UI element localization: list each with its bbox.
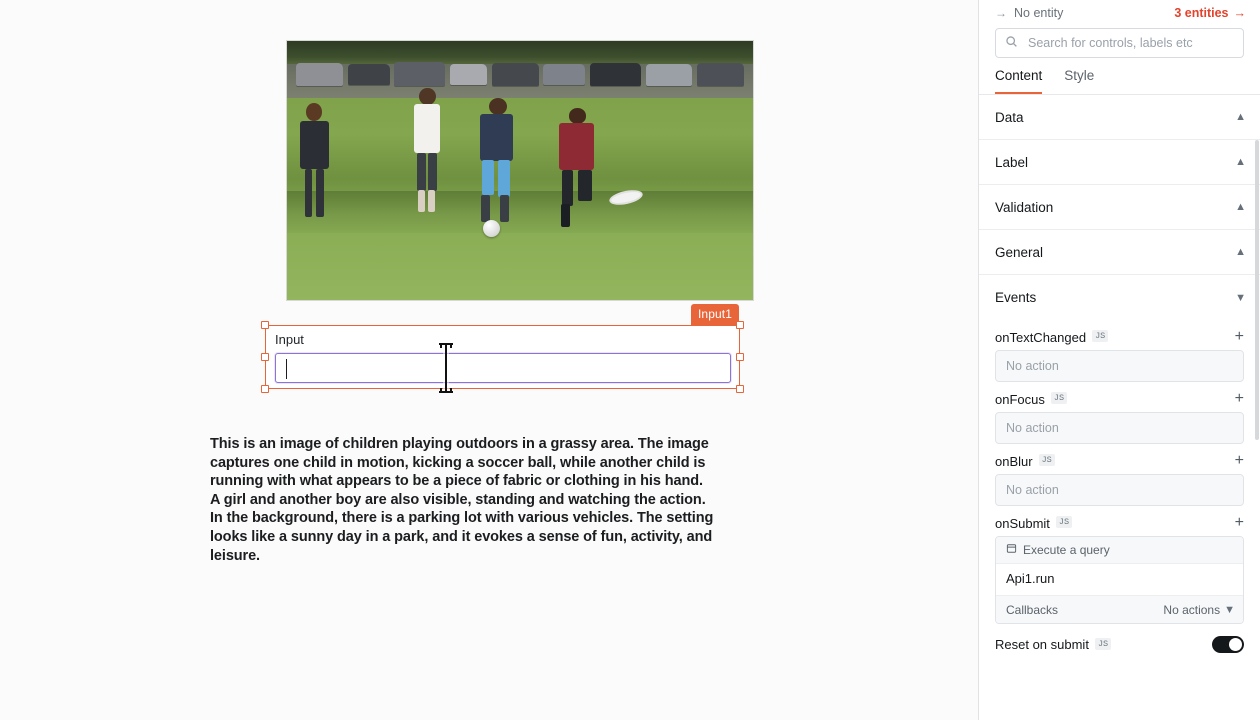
desc-line: A girl and another boy are also visible, standing and watching the action. <box>210 491 706 508</box>
events-body <box>979 320 1260 653</box>
pane-scrollbar[interactable] <box>1255 140 1259 440</box>
input-widget-label: Input <box>275 332 304 347</box>
action-card-header-label: Execute a query <box>1023 543 1110 557</box>
query-icon <box>1006 543 1017 557</box>
pane-tabs <box>979 58 1260 95</box>
property-pane <box>978 0 1260 720</box>
text-input-field[interactable] <box>275 353 731 383</box>
search-wrapper <box>979 26 1260 58</box>
callbacks-label: Callbacks <box>1006 602 1059 617</box>
desc-line: looks like a sunny day in a park, and it evokes a sense of fun, activity, and <box>210 528 713 545</box>
tab-style[interactable]: Style <box>1064 68 1095 83</box>
callbacks-value: No actions <box>1163 602 1221 617</box>
search-input[interactable] <box>1026 35 1234 51</box>
property-pane-scroll[interactable] <box>979 0 1260 720</box>
photo-parking-lot <box>287 49 753 101</box>
entities-count-label: 3 entities <box>1174 6 1229 20</box>
action-card-body: Api1.run <box>1006 571 1055 586</box>
text-caret <box>286 359 287 379</box>
section-events[interactable] <box>979 275 1260 320</box>
section-validation-label: Validation <box>995 199 1054 215</box>
entity-bar <box>979 0 1260 26</box>
add-action-button[interactable]: + <box>1234 390 1244 407</box>
resize-handle-e[interactable] <box>736 353 744 361</box>
desc-line: leisure. <box>210 547 260 564</box>
entities-count-group[interactable] <box>1174 6 1246 20</box>
event-name-label: onBlur <box>995 453 1033 469</box>
js-badge-icon: JS <box>1095 638 1111 650</box>
js-badge-icon: JS <box>1039 454 1055 466</box>
reset-on-submit-row <box>995 624 1244 653</box>
event-row-onblur <box>995 444 1244 474</box>
widget-name-badge[interactable]: Input1 <box>691 304 739 325</box>
chevron-up-icon: ▲ <box>1235 201 1246 213</box>
event-action-onfocus[interactable]: No action <box>995 412 1244 444</box>
event-name-group <box>995 516 1072 531</box>
event-action-onblur[interactable]: No action <box>995 474 1244 506</box>
event-name-group <box>995 454 1055 469</box>
chevron-up-icon: ▲ <box>1235 156 1246 168</box>
event-name-group <box>995 330 1108 345</box>
event-action-ontextchanged[interactable]: No action <box>995 350 1244 382</box>
arrow-right-icon: → <box>995 6 1007 20</box>
section-general[interactable] <box>979 230 1260 275</box>
desc-line: This is an image of children playing outdoors in a grassy area. The image <box>210 436 709 452</box>
resize-handle-sw[interactable] <box>261 385 269 393</box>
section-label-label: Label <box>995 154 1029 170</box>
event-name-label: onTextChanged <box>995 329 1087 345</box>
input-widget[interactable] <box>265 325 740 389</box>
photo-child-running <box>473 98 524 222</box>
section-data[interactable] <box>979 95 1260 140</box>
chevron-up-icon: ▲ <box>1235 246 1246 258</box>
image-description-text <box>210 435 790 565</box>
section-general-label: General <box>995 244 1044 260</box>
chevron-down-icon: ▼ <box>1235 291 1246 304</box>
action-card-callbacks[interactable] <box>996 595 1243 623</box>
chevron-down-icon: ▼ <box>1224 603 1235 616</box>
desc-line: In the background, there is a parking lot with various vehicles. The setting <box>210 510 714 527</box>
event-row-onsubmit <box>995 506 1244 536</box>
section-data-label: Data <box>995 109 1024 125</box>
resize-handle-se[interactable] <box>736 385 744 393</box>
tab-content[interactable]: Content <box>995 68 1042 94</box>
image-widget[interactable] <box>286 40 754 301</box>
callbacks-value-group[interactable] <box>1163 603 1235 617</box>
photo-child-standing-left <box>296 103 338 217</box>
resize-handle-nw[interactable] <box>261 321 269 329</box>
photo-child-kicking <box>553 108 604 227</box>
action-card-header <box>996 537 1243 564</box>
resize-handle-w[interactable] <box>261 353 269 361</box>
no-entity-group[interactable] <box>995 6 1063 20</box>
resize-handle-ne[interactable] <box>736 321 744 329</box>
event-action-onsubmit-card[interactable] <box>995 536 1244 624</box>
add-action-button[interactable]: + <box>1234 328 1244 345</box>
reset-on-submit-label: Reset on submit <box>995 637 1089 652</box>
reset-on-submit-toggle[interactable] <box>1212 636 1244 653</box>
photo-child-girl <box>408 88 450 212</box>
reset-on-submit-group <box>995 637 1111 652</box>
photo-soccer-ball <box>483 220 500 237</box>
event-row-ontextchanged <box>995 320 1244 350</box>
arrow-right-red-icon: → <box>1233 6 1246 20</box>
add-action-button[interactable]: + <box>1234 452 1244 469</box>
search-icon <box>1005 35 1018 51</box>
event-name-label: onSubmit <box>995 515 1050 531</box>
add-action-button[interactable]: + <box>1234 514 1244 531</box>
section-validation[interactable] <box>979 185 1260 230</box>
js-badge-icon: JS <box>1051 392 1067 404</box>
js-badge-icon: JS <box>1092 330 1108 342</box>
section-label[interactable] <box>979 140 1260 185</box>
chevron-up-icon: ▲ <box>1235 111 1246 123</box>
no-entity-label: No entity <box>1014 6 1064 20</box>
search-box[interactable] <box>995 28 1244 58</box>
desc-line: running with what appears to be a piece of fabric or clothing in his hand. <box>210 473 703 490</box>
desc-line: captures one child in motion, kicking a soccer ball, while another child is <box>210 454 706 471</box>
event-name-group <box>995 392 1067 407</box>
toggle-knob <box>1229 638 1242 651</box>
section-events-label: Events <box>995 290 1037 305</box>
event-name-label: onFocus <box>995 391 1045 407</box>
event-row-onfocus <box>995 382 1244 412</box>
js-badge-icon: JS <box>1056 516 1072 528</box>
